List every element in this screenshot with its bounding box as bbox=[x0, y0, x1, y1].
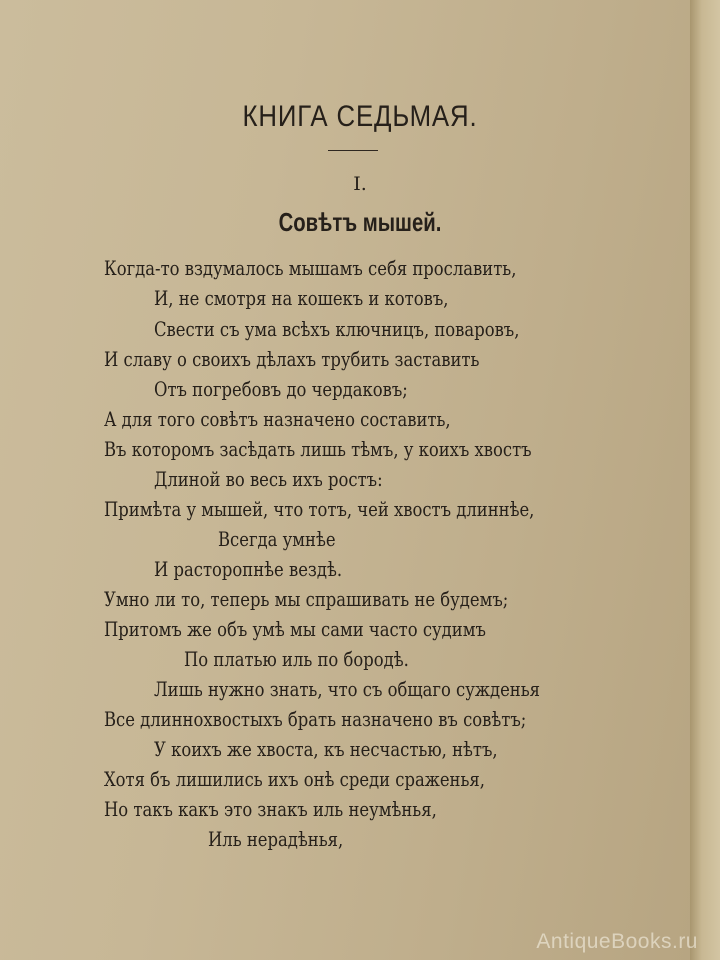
poem-line: И, не смотря на кошекъ и котовъ, bbox=[154, 286, 449, 310]
poem-line: Когда-то вздумалось мышамъ себя прославить, bbox=[104, 256, 517, 280]
poem-line: Свести съ ума всѣхъ ключницъ, поваровъ, bbox=[154, 317, 520, 341]
poem-line: Все длиннохвостыхъ брать назначено въ совѣтъ; bbox=[104, 707, 527, 731]
poem-line: Иль нерадѣнья, bbox=[208, 827, 344, 851]
poem-line: Умно ли то, теперь мы спрашивать не будемъ; bbox=[104, 587, 509, 611]
fable-number: I. bbox=[353, 173, 367, 195]
fable-title: Совѣтъ мышей. bbox=[278, 207, 442, 237]
watermark: AntiqueBooks.ru bbox=[536, 930, 698, 953]
poem-line: У коихъ же хвоста, къ несчастью, нѣтъ, bbox=[154, 737, 498, 761]
poem-line: Но такъ какъ это знакъ иль неумѣнья, bbox=[104, 797, 437, 821]
book-title: КНИГА СЕДЬМАЯ. bbox=[242, 100, 478, 133]
poem-line: Длиной во весь ихъ ростъ: bbox=[154, 467, 383, 491]
poem-line: Притомъ же объ умѣ мы сами часто судимъ bbox=[104, 617, 486, 641]
poem-line: Всегда умнѣе bbox=[218, 527, 336, 551]
page-edge bbox=[690, 0, 720, 960]
poem-line: По платью иль по бородѣ. bbox=[184, 647, 409, 671]
poem-line: Хотя бъ лишились ихъ онѣ среди сраженья, bbox=[104, 767, 485, 791]
poem-line: И славу о своихъ дѣлахъ трубить заставить bbox=[104, 347, 480, 371]
poem-line: И расторопнѣе вездѣ. bbox=[154, 557, 343, 581]
poem-line: Въ которомъ засѣдать лишь тѣмъ, у коихъ хвостъ bbox=[104, 437, 532, 461]
poem-line: Лишь нужно знать, что съ общаго сужденья bbox=[154, 677, 540, 701]
poem-line: А для того совѣтъ назначено составить, bbox=[104, 407, 451, 431]
poem-line: Примѣта у мышей, что тотъ, чей хвостъ длиннѣе, bbox=[104, 497, 535, 521]
poem-line: Отъ погребовъ до чердаковъ; bbox=[154, 377, 408, 401]
